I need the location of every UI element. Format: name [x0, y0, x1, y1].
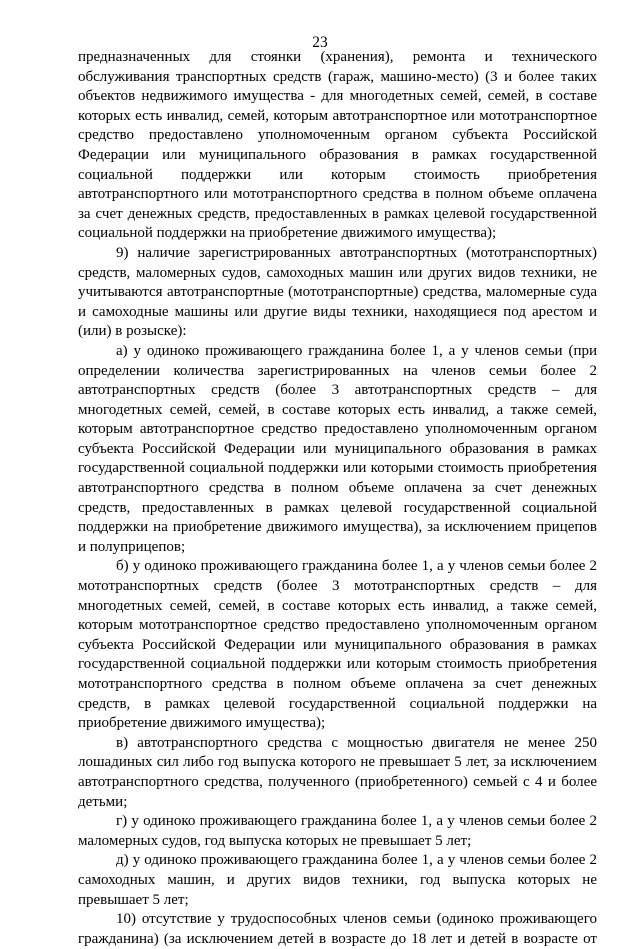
paragraph-subitem-b: б) у одиноко проживающего гражданина более 1, а у членов семьи более 2 мототранспортных средств (более 3 мототранспортных средств – для многодетных семей, семей, в составе которых есть инвалид, а также семей, которым мототранспортное средство предоставлено уполномоченным органом субъекта Российской Федерации или муниципального образования в рамках государственной социальной поддержки или которым стоимость приобретения мототранспортного средства в полном объеме оплачена за счет денежных средств, в рамках целевой государственной социальной поддержки на приобретение движимого имущества); [78, 558, 597, 732]
paragraph-subitem-a: а) у одиноко проживающего гражданина более 1, а у членов семьи (при определении количества зарегистрированных на членов семьи более 2 автотранспортных средств (более 3 автотранспортных средств – для многодетных семей, семей, в составе которых есть инвалид, а также семей, которым автотранспортное средство предоставлено уполномоченным органом субъекта Российской Федерации или муниципального образования в рамках государственной социальной поддержки или которыми стоимость приобретения автотранспортного средства в полном объеме оплачена за счет денежных средств, предоставленных в рамках целевой государственной социальной поддержки на приобретение движимого имущества), за исключением прицепов и полуприцепов; [78, 342, 597, 555]
paragraph-item-9: 9) наличие зарегистрированных автотранспортных (мототранспортных) средств, маломерных судов, самоходных машин или других видов техники, не учитываются автотранспортные (мототранспортные) средства, маломерные суда и самоходные машины или другие виды техники, находящиеся под арестом и (или) в розыске): [78, 244, 597, 340]
paragraph-item-10: 10) отсутствие у трудоспособных членов семьи (одиноко проживающего гражданина) (за исключением детей в возрасте до 18 лет и детей в возрасте от [78, 911, 597, 947]
document-body [78, 48, 597, 949]
page-number: 23 [312, 34, 328, 51]
paragraph-subitem-v: в) автотранспортного средства с мощностью двигателя не менее 250 лошадиных сил либо год выпуска которого не превышает 5 лет, за исключением автотранспортного средства, полученного (приобретенного) семьей с 4 и более детьми; [78, 734, 597, 810]
paragraph-continuation: предназначенных для стоянки (хранения), ремонта и технического обслуживания транспортных средств (гараж, машино-место) (3 и более таких объектов недвижимого имущества - для многодетных семей, семей, в составе которых есть инвалид, семей, которым автотранспортное или мототранспортное средство предоставлено уполномоченным органом субъекта Российской Федерации или муниципального образования в рамках государственной социальной поддержки или которым стоимость приобретения автотранспортного или мототранспортного средства в полном объеме оплачена за счет денежных средств, предоставленных в рамках целевой государственной социальной поддержки на приобретение движимого имущества); [78, 49, 597, 242]
paragraph-subitem-d: д) у одиноко проживающего гражданина более 1, а у членов семьи более 2 самоходных машин, и других видов техники, год выпуска которых не превышает 5 лет; [78, 852, 597, 908]
paragraph-subitem-g: г) у одиноко проживающего гражданина более 1, а у членов семьи более 2 маломерных судов, год выпуска которых не превышает 5 лет; [78, 813, 597, 849]
